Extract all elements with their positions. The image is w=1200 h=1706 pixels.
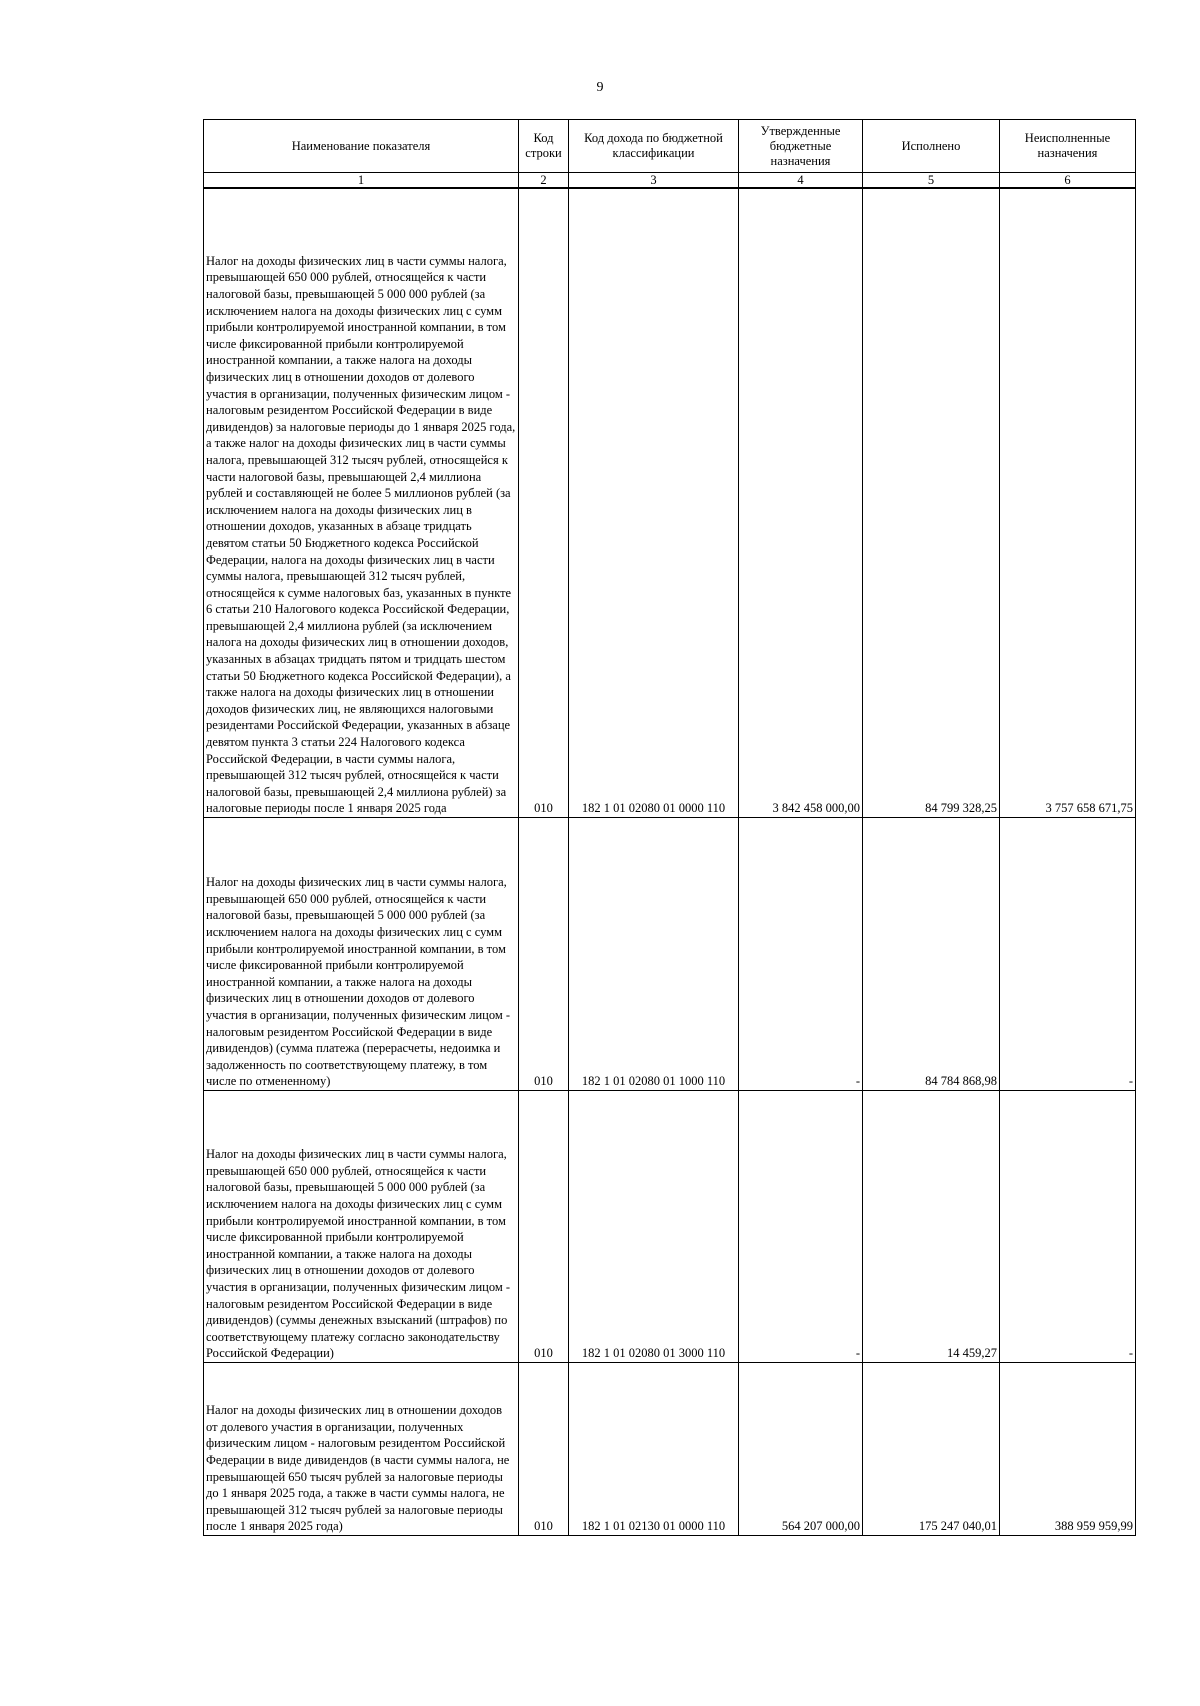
budget-execution-table: [203, 119, 1136, 1536]
column-number: 5: [863, 173, 1000, 189]
income-code: 182 1 01 02080 01 0000 110: [569, 188, 739, 818]
approved-amount: 564 207 000,00: [739, 1363, 863, 1536]
header-income-code: Код дохода по бюджетной классификации: [569, 120, 739, 173]
approved-amount: 3 842 458 000,00: [739, 188, 863, 818]
indicator-name-text: Налог на доходы физических лиц в части суммы налога, превышающей 650 000 рублей, относящейся к части налоговой базы, превышающей 5 000 000 рублей (за исключением налога на доходы физических лиц с сумм прибыли контролируемой иностранной компании, в том числе фиксированной прибыли контролируемой иностранной компании, а также налога на доходы физических лиц в отношении доходов от долевого участия в организации, полученных физическим лицом - налоговым резидентом Российской Федерации в виде дивидендов) (суммы денежных взысканий (штрафов) по соответствующему платежу согласно законодательству Российской Федерации): [206, 1147, 511, 1361]
indicator-name: [204, 1091, 519, 1363]
line-code: 010: [519, 818, 569, 1091]
line-code: 010: [519, 1363, 569, 1536]
unexecuted-amount: -: [1000, 818, 1136, 1091]
line-code: 010: [519, 1091, 569, 1363]
approved-amount: -: [739, 818, 863, 1091]
table-row: [204, 818, 1136, 1091]
income-code: 182 1 01 02080 01 1000 110: [569, 818, 739, 1091]
line-code: 010: [519, 188, 569, 818]
column-number: 6: [1000, 173, 1136, 189]
unexecuted-amount: -: [1000, 1091, 1136, 1363]
page-number: 9: [596, 80, 604, 95]
header-line-code: Код строки: [519, 120, 569, 173]
executed-amount: 175 247 040,01: [863, 1363, 1000, 1536]
approved-amount: -: [739, 1091, 863, 1363]
income-code: 182 1 01 02080 01 3000 110: [569, 1091, 739, 1363]
table-header-row: [204, 120, 1136, 173]
indicator-name: Налог на доходы физических лиц в части суммы налога, превышающей 650 000 рублей, относящейся к части налоговой базы, превышающей 5 000 000 рублей (за исключением налога на доходы физических лиц с сумм прибыли контролируемой иностранной компании, в том числе фиксированной прибыли контролируемой иностранной компании, а также налога на доходы физических лиц в отношении доходов от долевого участия в организации, полученных физическим лицом - налоговым резидентом Российской Федерации в виде дивидендов) за налоговые периоды до 1 января 2025 года, а также налог на доходы физических лиц в части суммы налога, превышающей 312 тысяч рублей, относящейся к части налоговой базы, превышающей 2,4 миллиона рублей и составляющей не более 5 миллионов рублей (за исключением налога на доходы физических лиц в отношении доходов, указанных в абзаце тридцать девятом статьи 50 Бюджетного кодекса Российской Федерации, налога на доходы физических лиц в части суммы налога, превышающей 312 тысяч рублей, относящейся к сумме налоговых баз, указанных в пункте 6 статьи 210 Налогового кодекса Российской Федерации, превышающей 2,4 миллиона рублей (за исключением налога на доходы физических лиц в отношении доходов, указанных в абзацах тридцать пятом и тридцать шестом статьи 50 Бюджетного кодекса Российской Федерации), а также налога на доходы физических лиц в отношении доходов физических лиц, не являющихся налоговыми резидентами Российской Федерации, указанных в абзаце девятом пункта 3 статьи 224 Налогового кодекса Российской Федерации, в части суммы налога, превышающей 312 тысяч рублей, относящейся к части налоговой базы, превышающей 2,4 миллиона рублей) за налоговые периоды после 1 января 2025 года: [204, 188, 519, 818]
table-row: [204, 1363, 1136, 1536]
column-number: 2: [519, 173, 569, 189]
header-indicator-name: Наименование показателя: [204, 120, 519, 173]
indicator-name: Налог на доходы физических лиц в отношении доходов от долевого участия в организации, полученных физическим лицом - налоговым резидентом Российской Федерации в виде дивидендов (в части суммы налога, не превышающей 650 тысяч рублей за налоговые периоды до 1 января 2025 года, а также в части суммы налога, не превышающей 312 тысяч рублей за налоговые периоды после 1 января 2025 года): [204, 1363, 519, 1536]
executed-amount: 84 799 328,25: [863, 188, 1000, 818]
unexecuted-amount: 388 959 959,99: [1000, 1363, 1136, 1536]
income-code: 182 1 01 02130 01 0000 110: [569, 1363, 739, 1536]
executed-amount: 14 459,27: [863, 1091, 1000, 1363]
unexecuted-amount: 3 757 658 671,75: [1000, 188, 1136, 818]
column-number: 3: [569, 173, 739, 189]
indicator-name: [204, 818, 519, 1091]
column-number: 4: [739, 173, 863, 189]
table-row: [204, 188, 1136, 818]
column-number-row: [204, 173, 1136, 189]
header-approved: Утвержденные бюджетные назначения: [739, 120, 863, 173]
executed-amount: 84 784 868,98: [863, 818, 1000, 1091]
header-executed: Исполнено: [863, 120, 1000, 173]
header-unexecuted: Неисполненные назначения: [1000, 120, 1136, 173]
indicator-name-text: Налог на доходы физических лиц в части суммы налога, превышающей 650 000 рублей, относящейся к части налоговой базы, превышающей 5 000 000 рублей (за исключением налога на доходы физических лиц с сумм прибыли контролируемой иностранной компании, в том числе фиксированной прибыли контролируемой иностранной компании, а также налога на доходы физических лиц в отношении доходов от долевого участия в организации, полученных физическим лицом - налоговым резидентом Российской Федерации в виде дивидендов) (сумма платежа (перерасчеты, недоимка и задолженность по соответствующему платежу, в том числе по отмененному): [206, 875, 511, 1089]
table-row: [204, 1091, 1136, 1363]
column-number: 1: [204, 173, 519, 189]
